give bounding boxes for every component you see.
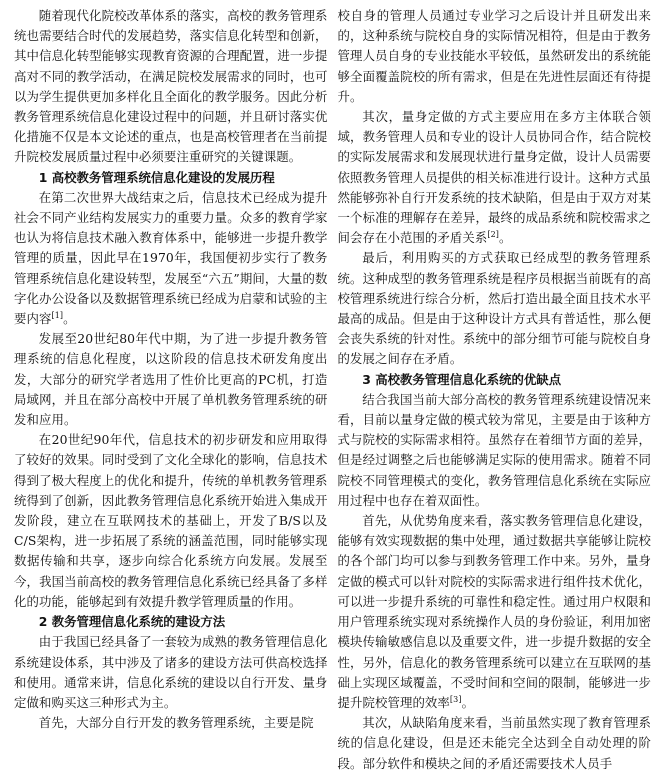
section-heading-3: 3 高校教务管理信息化系统的优缺点 <box>362 371 562 387</box>
section1-paragraph-2: 发展至20世纪80年代中期，为了进一步提升教务管理系统的信息化程度，以这阶段的信息技术研发角度出发，大部分的研究学者选用了性价比更高的PC机，打造局域网，并且在部分高校中开展了单机教务管理系统的研发和应用。 <box>14 331 328 428</box>
section2-paragraph-3-end: 。 <box>499 230 512 246</box>
section1-paragraph-1 <box>14 188 328 329</box>
section2-paragraph-2-start: 首先，大部分自行开发的教务管理系统，主要是院 <box>38 715 314 731</box>
section3-paragraph-2-text: 首先，从优势角度来看，落实教务管理信息化建设，能够有效实现数据的集中处理，通过数据共享能够让院校的各个部门均可以参与到教务管理工作中来。另外，量身定做的模式可以针对院校的实际需求进行组件技术优化，可以进一步提升系统的可靠性和稳定性。通过用户权限和用户管理系统实现对系统操作人员的身份验证，利用加密模块传输敏感信息以及重要文件，进一步提升数据的安全性，另外，信息化的教务管理系统可以建立在互联网的基础上实现区域覆盖，不受时间和空间的限制，能够进一步提升院校管理的效率 <box>337 513 651 710</box>
section3-paragraph-1: 结合我国当前大部分高校的教务管理系统建设情况来看，目前以量身定做的模式较为常见，主要是由于该种方式与院校的实际需求相符。虽然存在着细节方面的差异，但是经过调整之后也能够满足实际的使用需求。随着不同院校不同管理模式的变化，教务管理信息化系统在实际应用过程中也存在着双面性。 <box>337 391 651 508</box>
section-heading-2: 2 教务管理信息化系统的建设方法 <box>38 614 226 630</box>
intro-paragraph: 随着现代化院校改革体系的落实，高校的教务管理系统也需要结合时代的发展趋势，落实信息化转型和创新，其中信息化转型能够实现教育资源的合理配置，进一步提高对不同的教学活动，在满足院校发展需求的同时，也可以为学生提供更加多样化且全面化的教学服务。因此分析教务管理系统信息化建设过程中的问题，并且研讨落实优化措施不仅是本文论述的重点，也是高校管理者在当前提升院校发展质量过程中必须要注重研究的关键课题。 <box>14 8 328 165</box>
section2-paragraph-3 <box>338 107 652 248</box>
citation-2: [2] <box>487 230 500 240</box>
left-column <box>14 6 328 731</box>
right-column <box>337 6 652 771</box>
section1-paragraph-3: 在20世纪90年代，信息技术的初步研发和应用取得了较好的效果。同时受到了文化全球化的影响，信息技术得到了极大程度上的优化和提升，传统的单机教务管理系统得到了创新，因此教务管理信息化系统开始进入集成开发阶段，建立在互联网技术的基础上，开发了B/S以及C/S架构，进一步拓展了系统的涵盖范围，同时能够实现数据传输和共享，逐步向综合化系统方向发展。发展至今，我国当前高校的教务管理信息化系统已经具备了多样化的功能，能够起到有效提升教学管理质量的作用。 <box>14 432 328 609</box>
section2-paragraph-4: 最后，利用购买的方式获取已经成型的教务管理系统。这种成型的教务管理系统是程序员根据当前既有的高校管理系统进行综合分析，然后打造出最全面且技术水平最高的成品。但是由于这种设计方式具有普适性，那么便会丧失系统的针对性。系统中的部分细节可能与院校自身的发展之间存在矛盾。 <box>337 250 651 367</box>
section2-paragraph-1: 由于我国已经具备了一套较为成熟的教务管理信息化系统建设体系，其中涉及了诸多的建设方法可供高校选择和使用。通常来讲，信息化系统的建设以自行开发、量身定做和购买这三种形式为主。 <box>14 634 328 710</box>
citation-1: [1] <box>51 310 64 320</box>
section3-paragraph-2 <box>338 511 652 713</box>
section1-paragraph-1-text: 在第二次世界大战结束之后，信息技术已经成为提升社会不同产业结构发展实力的重要力量。众多的教育学家也认为将信息技术融入教育体系中，能够进一步提升教学管理的质量，因此早在1970年，我国便初步实行了教务管理系统信息化建设转型，发展至“六五”期间，大量的数字化办公设备以及数据管理系统已经成为启蒙和试验的主要内容 <box>14 189 328 327</box>
section1-paragraph-1-end: 。 <box>63 311 76 327</box>
section2-paragraph-3-text: 其次，量身定做的方式主要应用在多方主体联合领域，教务管理人员和专业的设计人员协同合作，结合院校的实际发展需求和发展现状进行量身定做，设计人员需要依照教务管理人员提供的相关标准进行设计。这种方式虽然能够弥补自行开发系统的技术缺陷，但是由于双方对某一个标准的理解存在差异，最终的成品系统和院校需求之间会存在小范围的矛盾关系 <box>337 109 651 246</box>
section3-paragraph-2-end: 。 <box>461 694 475 710</box>
section3-paragraph-3: 其次，从缺陷角度来看，当前虽然实现了教育管理系统的信息化建设，但是还未能完全达到全自动处理的阶段。部分软件和模块之间的矛盾还需要技术人员手 <box>337 715 651 771</box>
section2-paragraph-2-continued: 校自身的管理人员通过专业学习之后设计并且研发出来的，这种系统与院校自身的实际情况相符，但是由于教务管理人员自身的专业技能水平较低，虽然研发出的系统能够全面覆盖院校的所有需求，但是在先进性层面还有待提升。 <box>337 8 651 104</box>
citation-3: [3] <box>449 694 462 704</box>
section-heading-1: 1 高校教务管理系统信息化建设的发展历程 <box>38 169 275 185</box>
